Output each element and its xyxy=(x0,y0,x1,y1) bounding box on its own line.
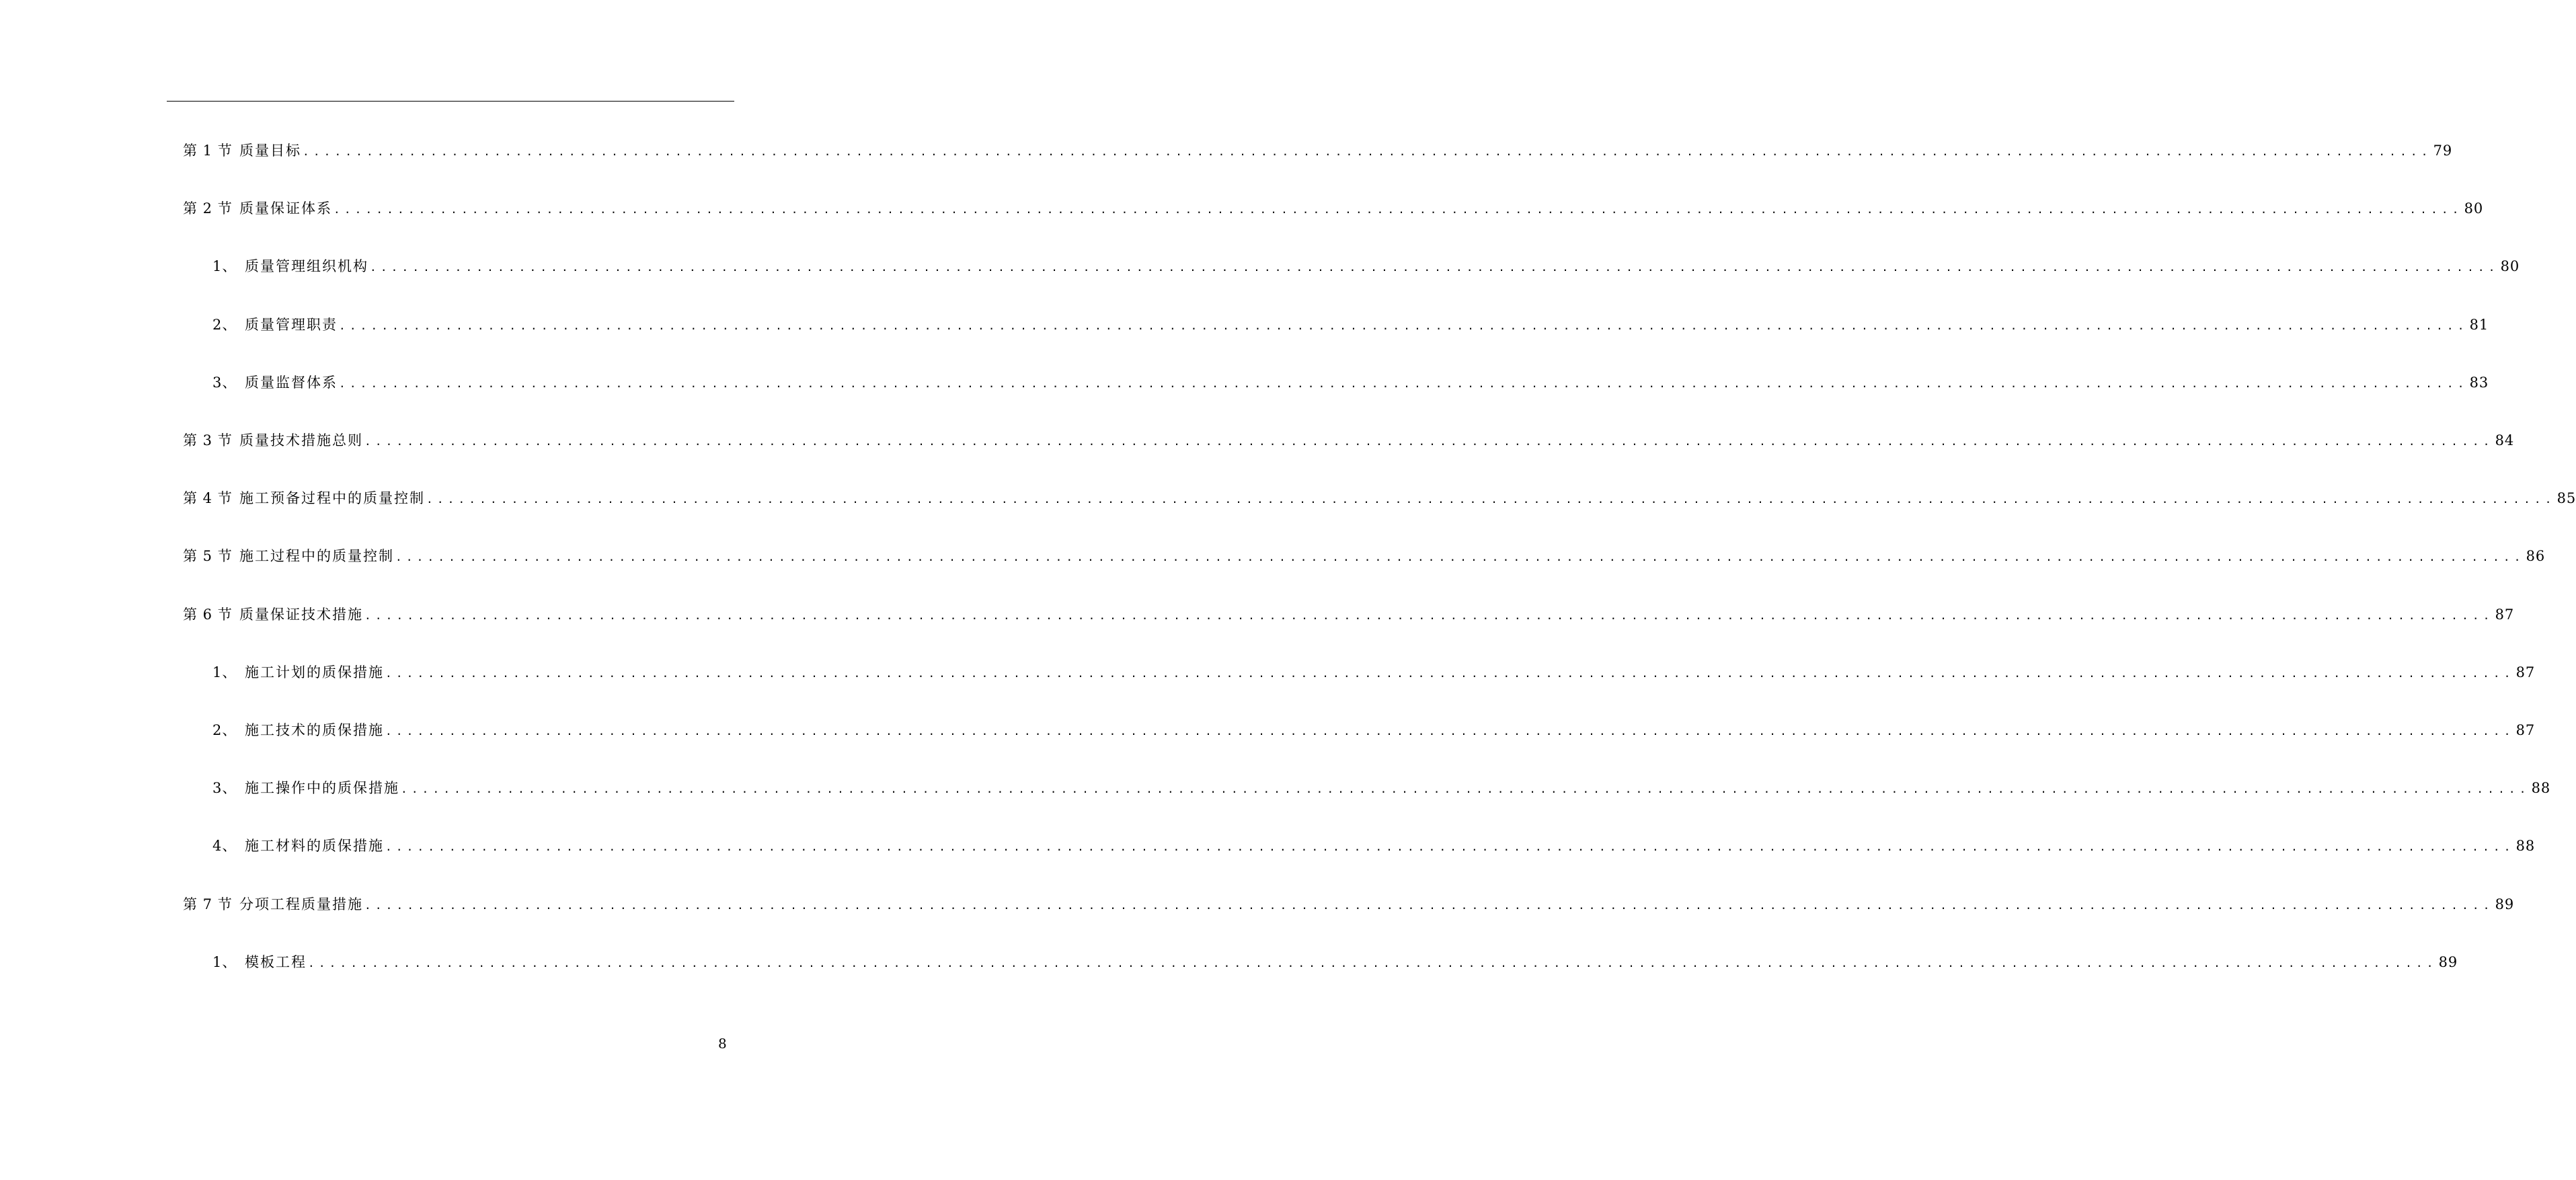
toc-entry-page: 80 xyxy=(2500,258,2520,275)
toc-entry-number: 第 5 节 xyxy=(183,548,233,565)
toc-dot-leader: ........................................................................................................................................................................................................ xyxy=(385,666,2515,680)
toc-entry[interactable] xyxy=(183,545,2546,567)
toc-entry-title: 施工计划的质保措施 xyxy=(245,664,384,680)
toc-entry[interactable] xyxy=(183,430,2515,451)
toc-entry-title: 施工操作中的质保措施 xyxy=(245,780,399,797)
toc-entry-page: 79 xyxy=(2433,143,2453,159)
toc-entry-number: 1、 xyxy=(212,258,237,275)
toc-entry-number: 3、 xyxy=(212,780,237,797)
toc-dot-leader: ........................................................................................................................................................................................................ xyxy=(401,783,2530,796)
toc-dot-leader: ........................................................................................................................................................................................................ xyxy=(370,261,2499,274)
toc-entry-title: 质量目标 xyxy=(239,143,301,159)
toc-entry[interactable] xyxy=(212,719,2536,741)
toc-entry-number: 4、 xyxy=(212,838,237,855)
page-number: 8 xyxy=(718,1035,727,1052)
toc-entry-number: 第 2 节 xyxy=(183,200,233,217)
toc-dot-leader: ........................................................................................................................................................................................................ xyxy=(395,551,2525,564)
toc-entry-page: 89 xyxy=(2438,953,2458,970)
toc-entry[interactable] xyxy=(183,604,2515,625)
toc-dot-leader: ........................................................................................................................................................................................................ xyxy=(339,377,2468,390)
toc-entry-title: 分项工程质量措施 xyxy=(239,896,363,912)
toc-entry-page: 85 xyxy=(2557,490,2576,507)
toc-entry-title: 质量管理组织机构 xyxy=(245,258,368,275)
toc-entry-title: 施工技术的质保措施 xyxy=(245,722,384,738)
toc-entry-number: 1、 xyxy=(212,664,237,680)
toc-entry-page: 87 xyxy=(2515,722,2536,738)
toc-entry[interactable] xyxy=(212,314,2489,336)
toc-entry-page: 87 xyxy=(2515,664,2536,680)
toc-entry-number: 第 7 节 xyxy=(183,896,233,912)
toc-entry-title: 施工预备过程中的质量控制 xyxy=(239,490,425,507)
toc-entry-page: 86 xyxy=(2526,548,2546,565)
toc-entry[interactable] xyxy=(212,255,2520,277)
toc-entry-title: 模板工程 xyxy=(245,953,307,970)
toc-entry-number: 第 4 节 xyxy=(183,490,233,507)
toc-entry-page: 88 xyxy=(2515,838,2536,855)
toc-entry-page: 83 xyxy=(2469,374,2489,391)
toc-entry-page: 89 xyxy=(2495,896,2515,912)
toc-dot-leader: ........................................................................................................................................................................................................ xyxy=(364,608,2494,622)
toc-entry[interactable] xyxy=(183,140,2453,161)
toc-entry[interactable] xyxy=(212,951,2458,973)
toc-dot-leader: ........................................................................................................................................................................................................ xyxy=(426,493,2556,506)
toc-entry-title: 质量保证技术措施 xyxy=(239,606,363,623)
toc-dot-leader: ........................................................................................................................................................................................................ xyxy=(303,145,2432,158)
toc-dot-leader: ........................................................................................................................................................................................................ xyxy=(334,203,2463,217)
toc-entry-title: 质量保证体系 xyxy=(239,200,332,217)
toc-entry[interactable] xyxy=(212,835,2536,857)
toc-entry[interactable] xyxy=(212,777,2551,799)
toc-entry[interactable] xyxy=(183,894,2515,915)
toc-entry-number: 2、 xyxy=(212,316,237,333)
toc-dot-leader: ........................................................................................................................................................................................................ xyxy=(308,956,2437,970)
toc-entry-number: 第 3 节 xyxy=(183,432,233,448)
toc-entry-title: 质量监督体系 xyxy=(245,374,338,391)
toc-entry-page: 87 xyxy=(2495,606,2515,623)
toc-dot-leader: ........................................................................................................................................................................................................ xyxy=(364,435,2494,448)
toc-dot-leader: ........................................................................................................................................................................................................ xyxy=(385,840,2515,854)
toc-entry-page: 84 xyxy=(2495,432,2515,448)
toc-entry-title: 质量技术措施总则 xyxy=(239,432,363,448)
toc-entry-page: 81 xyxy=(2469,316,2489,333)
toc-entry-number: 3、 xyxy=(212,374,237,391)
toc-dot-leader: ........................................................................................................................................................................................................ xyxy=(385,725,2515,738)
toc-entry[interactable] xyxy=(183,487,2576,509)
toc-entry-page: 88 xyxy=(2531,780,2551,797)
toc-dot-leader: ........................................................................................................................................................................................................ xyxy=(364,898,2494,912)
toc-entry[interactable] xyxy=(212,372,2489,393)
toc-entry[interactable] xyxy=(212,662,2536,683)
toc-entry-title: 施工过程中的质量控制 xyxy=(239,548,394,565)
toc-entry-number: 2、 xyxy=(212,722,237,738)
toc-entry-title: 施工材料的质保措施 xyxy=(245,838,384,855)
toc-entry-number: 1、 xyxy=(212,953,237,970)
toc-dot-leader: ........................................................................................................................................................................................................ xyxy=(339,319,2468,332)
toc-entry-number: 第 1 节 xyxy=(183,143,233,159)
toc-entry-number: 第 6 节 xyxy=(183,606,233,623)
toc-entry-title: 质量管理职责 xyxy=(245,316,338,333)
toc-entry[interactable] xyxy=(183,198,2484,219)
toc-entry-page: 80 xyxy=(2464,200,2484,217)
